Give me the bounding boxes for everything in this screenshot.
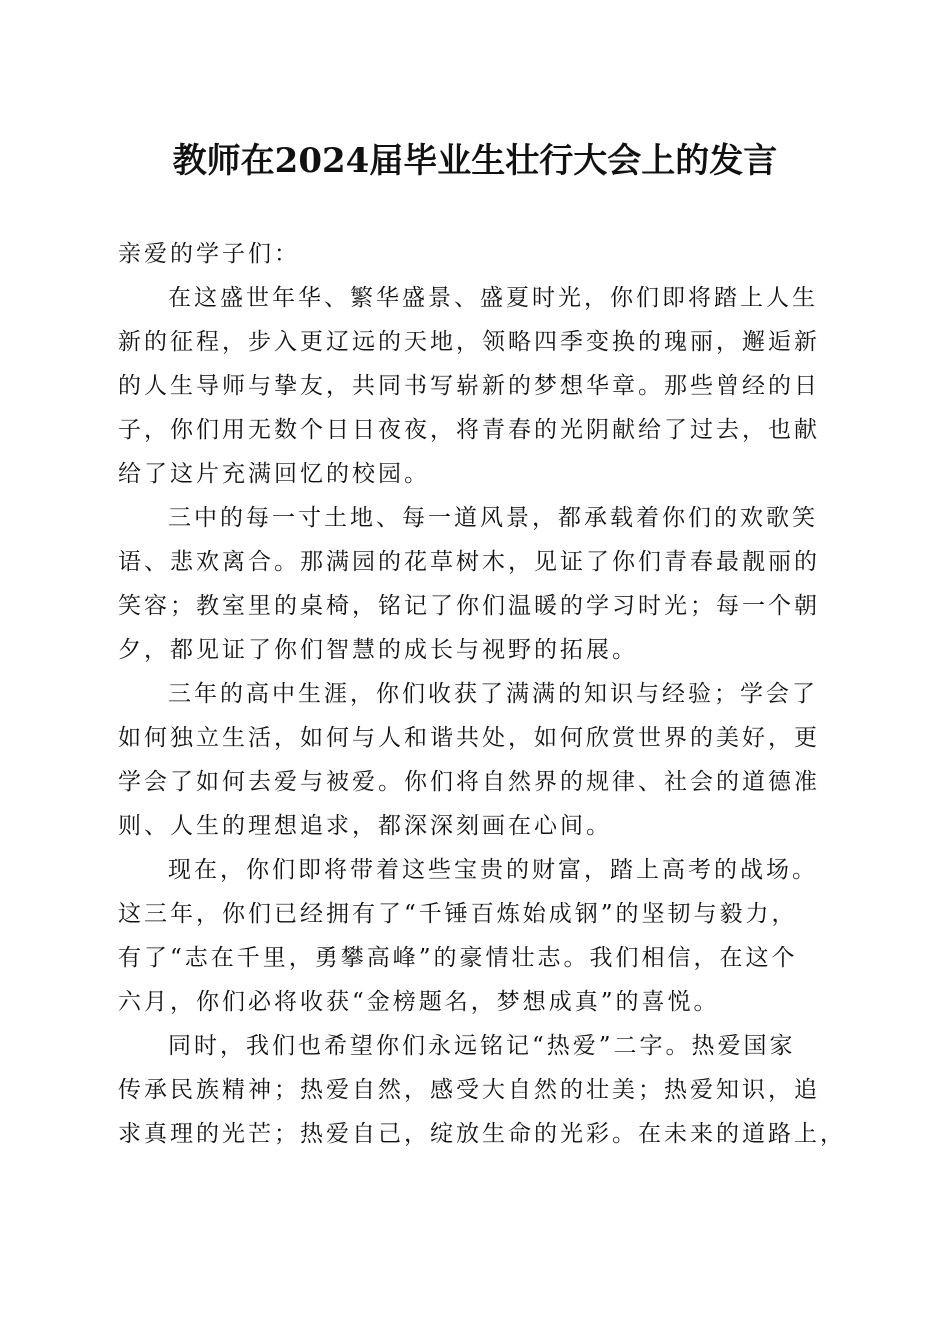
paragraph-4-line-3: 有了“志在千里，勇攀高峰”的豪情壮志。我们相信，在这个: [118, 945, 798, 971]
salutation-line: 亲爱的学子们：: [118, 241, 300, 267]
paragraph-1-line-5: 给了这片充满回忆的校园。: [118, 461, 430, 487]
paragraph-1-line-2: 新的征程，步入更辽远的天地，领略四季变换的瑰丽，邂逅新: [118, 329, 820, 355]
paragraph-1-line-3: 的人生导师与挚友，共同书写崭新的梦想华章。那些曾经的日: [118, 373, 820, 399]
paragraph-4-line-2: 这三年，你们已经拥有了“千锤百炼始成钢”的坚韧与毅力，: [118, 901, 798, 927]
paragraph-2-line-4: 夕，都见证了你们智慧的成长与视野的拓展。: [118, 637, 638, 663]
paragraph-5-line-1: 同时，我们也希望你们永远铭记“热爱”二字。热爱国家: [168, 1033, 796, 1059]
paragraph-5-line-2: 传承民族精神；热爱自然，感受大自然的壮美；热爱知识，追: [118, 1077, 820, 1103]
paragraph-3-line-3: 学会了如何去爱与被爱。你们将自然界的规律、社会的道德准: [118, 769, 820, 795]
paragraph-5-line-3: 求真理的光芒；热爱自己，绽放生命的光彩。在未来的道路上，: [118, 1121, 846, 1147]
paragraph-3-line-4: 则、人生的理想追求，都深深刻画在心间。: [118, 813, 612, 839]
paragraph-4-line-1: 现在，你们即将带着这些宝贵的财富，踏上高考的战场。: [168, 857, 818, 883]
document-body: [118, 232, 846, 1156]
paragraph-1-line-4: 子，你们用无数个日日夜夜，将青春的光阴献给了过去，也献: [118, 417, 820, 443]
paragraph-4-line-4: 六月，你们必将收获“金榜题名，梦想成真”的喜悦。: [118, 989, 720, 1015]
paragraph-2-line-2: 语、悲欢离合。那满园的花草树木，见证了你们青春最靓丽的: [118, 549, 820, 575]
paragraph-2-line-3: 笑容；教室里的桌椅，铭记了你们温暖的学习时光；每一个朝: [118, 593, 820, 619]
paragraph-3-line-1: 三年的高中生涯，你们收获了满满的知识与经验；学会了: [168, 681, 818, 707]
paragraph-3-line-2: 如何独立生活，如何与人和谐共处，如何欣赏世界的美好，更: [118, 725, 820, 751]
document-title: 教师在2024届毕业生壮行大会上的发言: [172, 141, 778, 181]
paragraph-2-line-1: 三中的每一寸土地、每一道风景，都承载着你们的欢歌笑: [168, 505, 818, 531]
paragraph-1-line-1: 在这盛世年华、繁华盛景、盛夏时光，你们即将踏上人生: [168, 285, 818, 311]
